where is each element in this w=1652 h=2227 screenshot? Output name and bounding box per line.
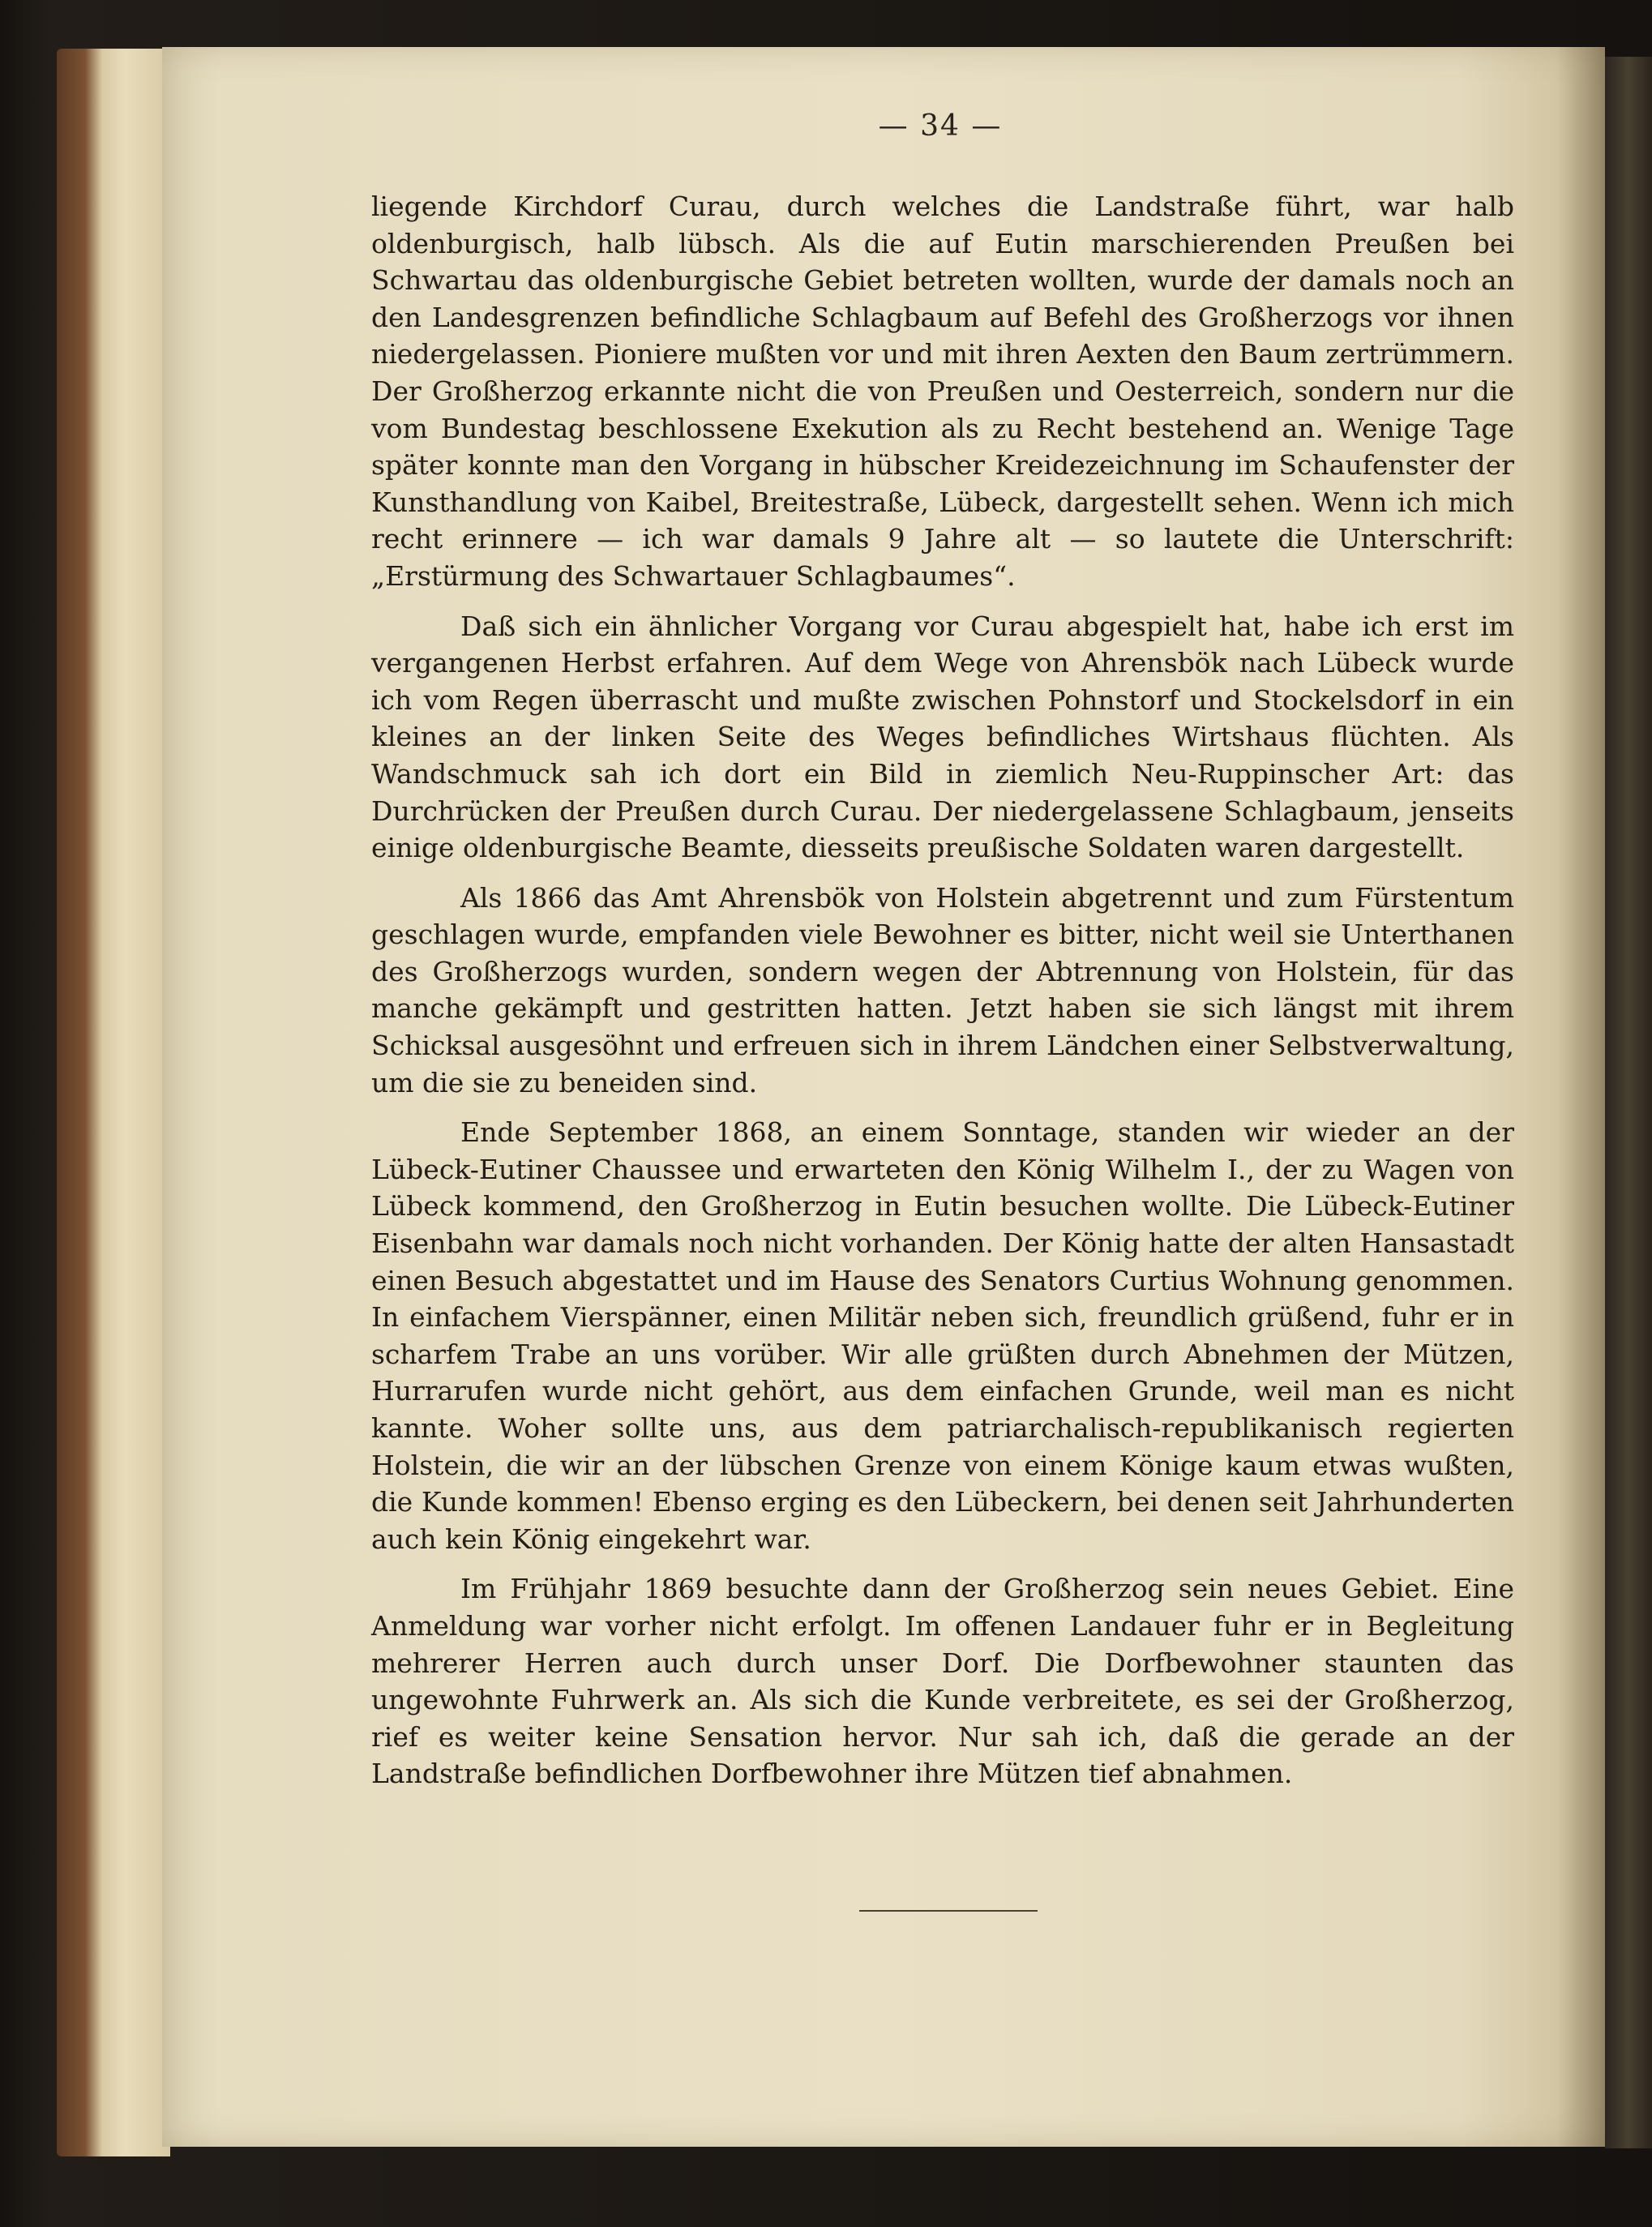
paragraph-5: Im Frühjahr 1869 besuchte dann der Großherzog sein neues Gebiet. Eine Anmeldung war vorher nicht erfolgt. Im offenen Landauer fuhr er in Begleitung mehrerer Herren auch durch unser Dorf. Die Dorfbewohner staunten das ungewohnte Fuhrwerk an. Als sich die Kunde verbreitete, es sei der Großherzog, rief es weiter keine Sensation hervor. Nur sah ich, daß die gerade an der Landstraße befindlichen Dorfbewohner ihre Mützen tief abnahmen. [371, 1573, 1514, 1790]
paragraph-4: Ende September 1868, an einem Sonntage, standen wir wieder an der Lübeck-Eutiner Chaussee und erwarteten den König Wilhelm I., der zu Wagen von Lübeck kommend, den Großherzog in Eutin besuchen wollte. Die Lübeck-Eutiner Eisenbahn war damals noch nicht vorhanden. Der König hatte der alten Hansastadt einen Besuch abgestattet und im Hause des Senators Curtius Wohnung genommen. In einfachem Vierspänner, einen Militär neben sich, freundlich grüßend, fuhr er in scharfem Trabe an uns vorüber. Wir alle grüßten durch Abnehmen der Mützen, Hurrarufen wurde nicht gehört, aus dem einfachen Grunde, weil man es nicht kannte. Woher sollte uns, aus dem patriarchalisch-republikanisch regierten Holstein, die wir an der lübschen Grenze von einem Könige kaum etwas wußten, die Kunde kommen! Ebenso erging es den Lübeckern, bei denen seit Jahrhunderten auch kein König eingekehrt war. [371, 1116, 1514, 1555]
book-right-edge [1605, 57, 1652, 2148]
book-page-edges [57, 49, 170, 2156]
body-text [371, 188, 1514, 1805]
page-gutter-shadow [1556, 47, 1605, 2147]
paragraph-2: Daß sich ein ähnlicher Vorgang vor Curau abgespielt hat, habe ich erst im vergangenen Herbst erfahren. Auf dem Wege von Ahrensbök nach Lübeck wurde ich vom Regen überrascht und mußte zwischen Pohnstorf und Stockelsdorf in ein kleines an der linken Seite des Weges befindliches Wirtshaus flüchten. Als Wandschmuck sah ich dort ein Bild in ziemlich Neu-Ruppinscher Art: das Durchrücken der Preußen durch Curau. Der niedergelassene Schlagbaum, jenseits einige oldenburgische Beamte, diesseits preußische Soldaten waren dargestellt. [371, 610, 1514, 864]
paragraph-1: liegende Kirchdorf Curau, durch welches die Landstraße führt, war halb oldenburgisch, halb lübsch. Als die auf Eutin marschierenden Preußen bei Schwartau das oldenburgische Gebiet betreten wollten, wurde der damals noch an den Landesgrenzen befindliche Schlagbaum auf Befehl des Großherzogs vor ihnen niedergelassen. Pioniere mußten vor und mit ihren Aexten den Baum zertrümmern. Der Großherzog erkannte nicht die von Preußen und Oesterreich, sondern nur die vom Bundestag beschlossene Exekution als zu Recht bestehend an. Wenige Tage später konnte man den Vorgang in hübscher Kreidezeichnung im Schaufenster der Kunsthandlung von Kaibel, Breitestraße, Lübeck, dargestellt sehen. Wenn ich mich recht erinnere — ich war damals 9 Jahre alt — so lautete die Unterschrift: „Erstürmung des Schwartauer Schlagbaumes“. [371, 191, 1514, 592]
page-number: — 34 — [878, 109, 1003, 143]
section-separator [859, 1910, 1038, 1912]
paragraph-3: Als 1866 das Amt Ahrensbök von Holstein abgetrennt und zum Fürstentum geschlagen wurde, empfanden viele Bewohner es bitter, nicht weil sie Unterthanen des Großherzogs wurden, sondern wegen der Abtrennung von Holstein, für das manche gekämpft und gestritten hatten. Jetzt haben sie sich längst mit ihrem Schicksal ausgesöhnt und erfreuen sich in ihrem Ländchen einer Selbstverwaltung, um die sie zu beneiden sind. [371, 881, 1514, 1099]
